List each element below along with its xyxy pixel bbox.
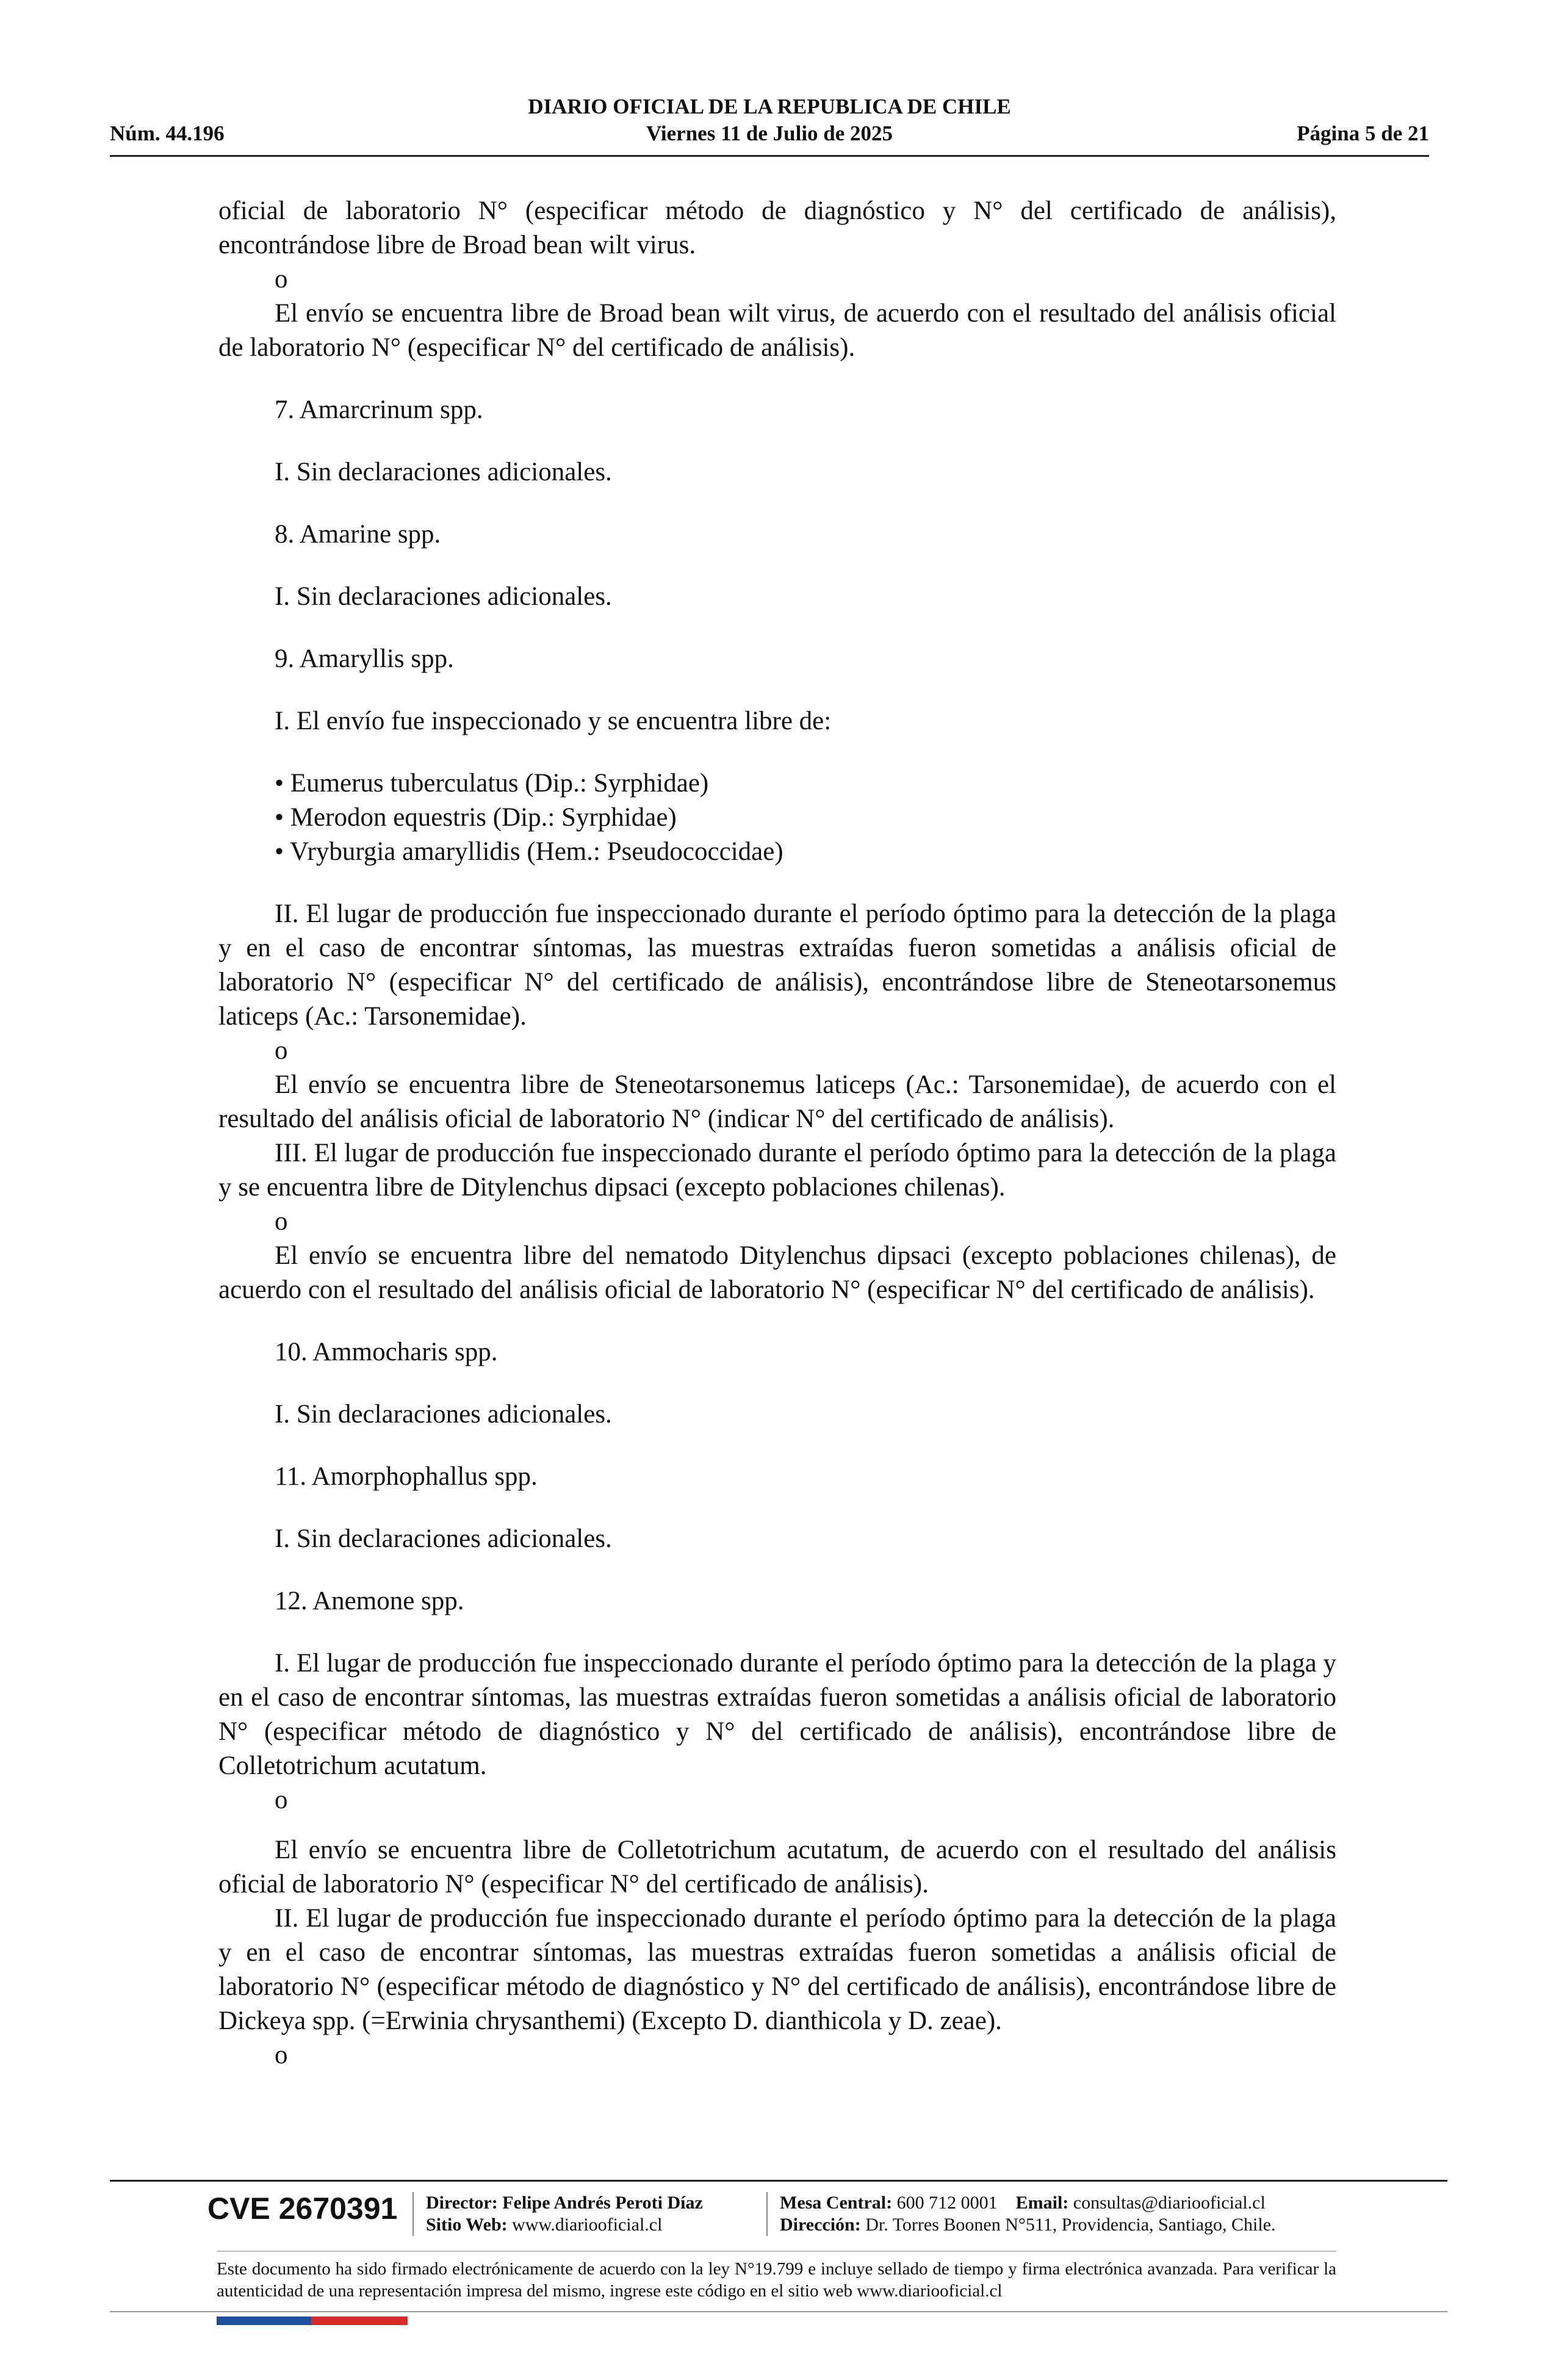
section-heading-10: 10. Ammocharis spp.: [275, 1338, 498, 1366]
page-header: [110, 95, 1429, 154]
section-heading-8: 8. Amarine spp.: [275, 520, 441, 549]
newspaper-title: DIARIO OFICIAL DE LA REPUBLICA DE CHILE: [528, 95, 1011, 118]
bullet-item: • Merodon equestris (Dip.: Syrphidae): [275, 803, 677, 832]
footer-director-block: [426, 2192, 703, 2236]
or-separator: o: [275, 265, 288, 294]
footer-thin-divider: [217, 2251, 1336, 2252]
paragraph: I. Sin declaraciones adicionales.: [275, 1524, 612, 1553]
flag-stripe-blue: [217, 2317, 311, 2325]
paragraph: I. Sin declaraciones adicionales.: [275, 458, 612, 486]
website-label: Sitio Web:: [426, 2215, 508, 2235]
footer-separator: [412, 2192, 414, 2236]
or-separator: o: [275, 1036, 288, 1065]
paragraph: I. Sin declaraciones adicionales.: [275, 582, 612, 611]
header-divider: [110, 155, 1429, 157]
flag-stripe-red: [311, 2317, 408, 2325]
section-heading-7: 7. Amarcrinum spp.: [275, 395, 483, 424]
email-link[interactable]: consultas@diariooficial.cl: [1073, 2193, 1266, 2213]
footer-contact-block: [780, 2192, 1276, 2236]
paragraph: El envío se encuentra libre del nematodo Ditylenchus dipsaci (excepto poblaciones chilenas), de acuerdo con el resultado del análisis oficial de laboratorio N° (especificar N° del certificado de análisis).: [218, 1241, 1336, 1304]
paragraph: I. El envío fue inspeccionado y se encuentra libre de:: [275, 707, 832, 735]
paragraph: II. El lugar de producción fue inspeccionado durante el período óptimo para la detección de la plaga y en el caso de encontrar síntomas, las muestras extraídas fueron sometidas a análisis oficial de laboratorio N° (especificar N° del certificado de análisis), encontrándose libre de Steneotarsonemus laticeps (Ac.: Tarsonemidae).: [218, 900, 1336, 1031]
document-body: [218, 194, 1336, 2072]
or-separator: o: [275, 1786, 288, 1814]
footer-divider: [110, 2180, 1447, 2182]
section-heading-12: 12. Anemone spp.: [275, 1587, 464, 1615]
cve-code: CVE 2670391: [207, 2191, 398, 2226]
section-heading-11: 11. Amorphophallus spp.: [275, 1462, 538, 1491]
footer-separator: [766, 2192, 768, 2236]
or-separator: o: [275, 1207, 288, 1236]
issue-date: Viernes 11 de Julio de 2025: [646, 121, 893, 145]
website-link[interactable]: www.diariooficial.cl: [512, 2215, 663, 2235]
paragraph: El envío se encuentra libre de Steneotarsonemus laticeps (Ac.: Tarsonemidae), de acuerdo con el resultado del análisis oficial de laboratorio N° (indicar N° del certificado de análisis).: [218, 1070, 1336, 1133]
director-name: Felipe Andrés Peroti Díaz: [502, 2193, 703, 2213]
paragraph: El envío se encuentra libre de Broad bean wilt virus, de acuerdo con el resultado del análisis oficial de laboratorio N° (especificar N° del certificado de análisis).: [218, 299, 1336, 362]
email-label: Email:: [1015, 2193, 1069, 2213]
phone-label: Mesa Central:: [780, 2193, 893, 2213]
paragraph: I. Sin declaraciones adicionales.: [275, 1400, 612, 1429]
section-heading-9: 9. Amaryllis spp.: [275, 644, 454, 673]
footer-bottom-divider: [110, 2311, 1447, 2312]
address-label: Dirección:: [780, 2215, 861, 2235]
bullet-item: • Vryburgia amaryllidis (Hem.: Pseudococcidae): [275, 837, 783, 866]
page-number: Página 5 de 21: [1297, 121, 1429, 145]
director-label: Director:: [426, 2193, 498, 2213]
paragraph: I. El lugar de producción fue inspeccionado durante el período óptimo para la detección de la plaga y en el caso de encontrar síntomas, las muestras extraídas fueron sometidas a análisis oficial de laboratorio N° (especificar método de diagnóstico y N° del certificado de análisis), encontrándose libre de Colletotrichum acutatum.: [218, 1649, 1336, 1780]
paragraph: El envío se encuentra libre de Colletotrichum acutatum, de acuerdo con el resultado del análisis oficial de laboratorio N° (especificar N° del certificado de análisis).: [218, 1836, 1336, 1899]
address-value: Dr. Torres Boonen N°511, Providencia, Santiago, Chile.: [865, 2215, 1276, 2235]
legal-notice: Este documento ha sido firmado electrónicamente de acuerdo con la ley N°19.799 e incluye sellado de tiempo y firma electrónica avanzada. Para verificar la autenticidad de una representación impresa del mismo, ingrese este código en el sitio web www.diariooficial.cl: [217, 2259, 1336, 2301]
paragraph: III. El lugar de producción fue inspeccionado durante el período óptimo para la detección de la plaga y se encuentra libre de Ditylenchus dipsaci (excepto poblaciones chilenas).: [218, 1139, 1336, 1202]
issue-number: Núm. 44.196: [110, 121, 225, 145]
phone-number: 600 712 0001: [896, 2193, 998, 2213]
bullet-item: • Eumerus tuberculatus (Dip.: Syrphidae): [275, 769, 709, 798]
or-separator: o: [275, 2041, 288, 2069]
paragraph: II. El lugar de producción fue inspeccionado durante el período óptimo para la detección de la plaga y en el caso de encontrar síntomas, las muestras extraídas fueron sometidas a análisis oficial de laboratorio N° (especificar método de diagnóstico y N° del certificado de análisis), encontrándose libre de Dickeya spp. (=Erwinia chrysanthemi) (Excepto D. dianthicola y D. zeae).: [218, 1904, 1336, 2035]
paragraph: oficial de laboratorio N° (especificar método de diagnóstico y N° del certificado de análisis), encontrándose libre de Broad bean wilt virus.: [218, 197, 1336, 259]
